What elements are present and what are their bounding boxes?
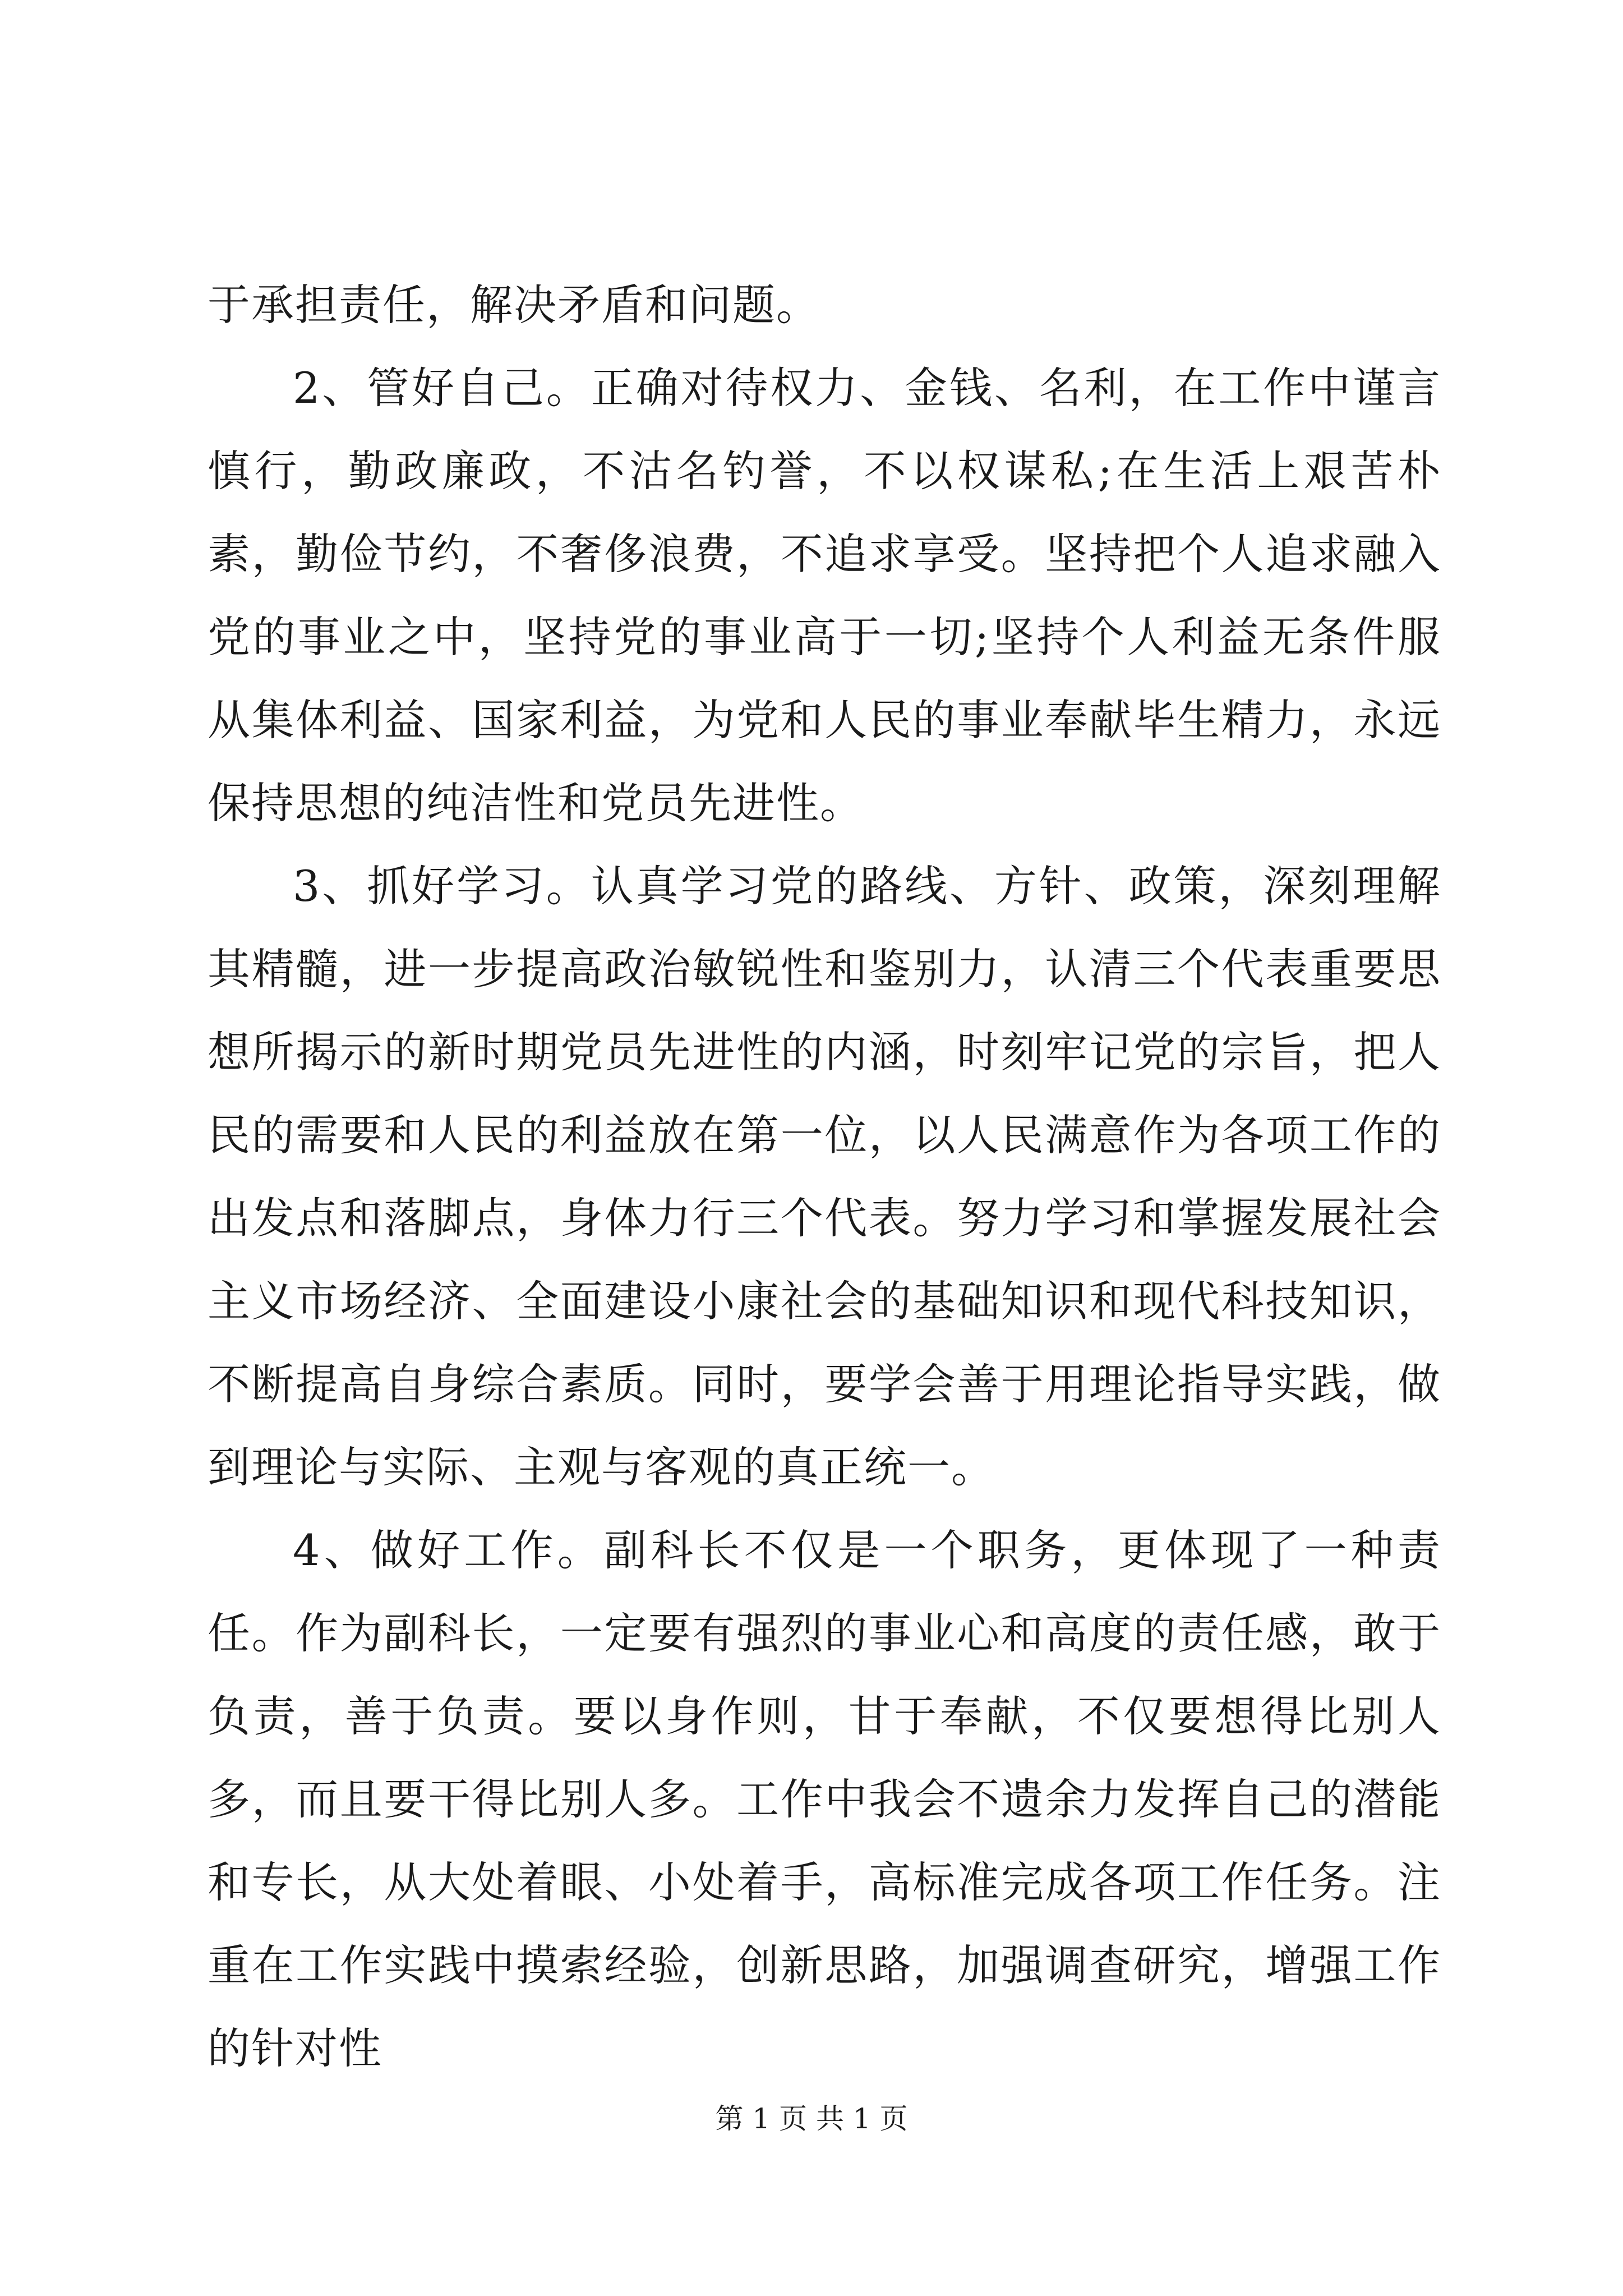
document-body [208, 264, 1441, 2090]
paragraph-work: 4、做好工作。副科长不仅是一个职务，更体现了一种责任。作为副科长，一定要有强烈的事业心和高度的责任感，敢于负责，善于负责。要以身作则，甘于奉献，不仅要想得比别人多，而且要干得比别人多。工作中我会不遗余力发挥自己的潜能和专长，从大处着眼、小处着手，高标准完成各项工作任务。注重在工作实践中摸索经验，创新思路，加强调查研究，增强工作的针对性 [208, 1525, 1441, 2073]
paragraph-continuation: 于承担责任，解决矛盾和问题。 [208, 280, 820, 330]
page-footer: 第 1 页 共 1 页 [715, 2102, 908, 2135]
paragraph-manage-self: 2、管好自己。正确对待权力、金钱、名利，在工作中谨言慎行，勤政廉政，不沽名钓誉，不以权谋私;在生活上艰苦朴素，勤俭节约，不奢侈浪费，不追求享受。坚持把个人追求融入党的事业之中，坚持党的事业高于一切;坚持个人利益无条件服从集体利益、国家利益，为党和人民的事业奉献毕生精力，永远保持思想的纯洁性和党员先进性。 [208, 363, 1441, 828]
paragraph-study: 3、抓好学习。认真学习党的路线、方针、政策，深刻理解其精髓，进一步提高政治敏锐性和鉴别力，认清三个代表重要思想所揭示的新时期党员先进性的内涵，时刻牢记党的宗旨，把人民的需要和人民的利益放在第一位，以人民满意作为各项工作的出发点和落脚点，身体力行三个代表。努力学习和掌握发展社会主义市场经济、全面建设小康社会的基础知识和现代科技知识，不断提高自身综合素质。同时，要学会善于用理论指导实践，做到理论与实际、主观与客观的真正统一。 [208, 861, 1441, 1492]
